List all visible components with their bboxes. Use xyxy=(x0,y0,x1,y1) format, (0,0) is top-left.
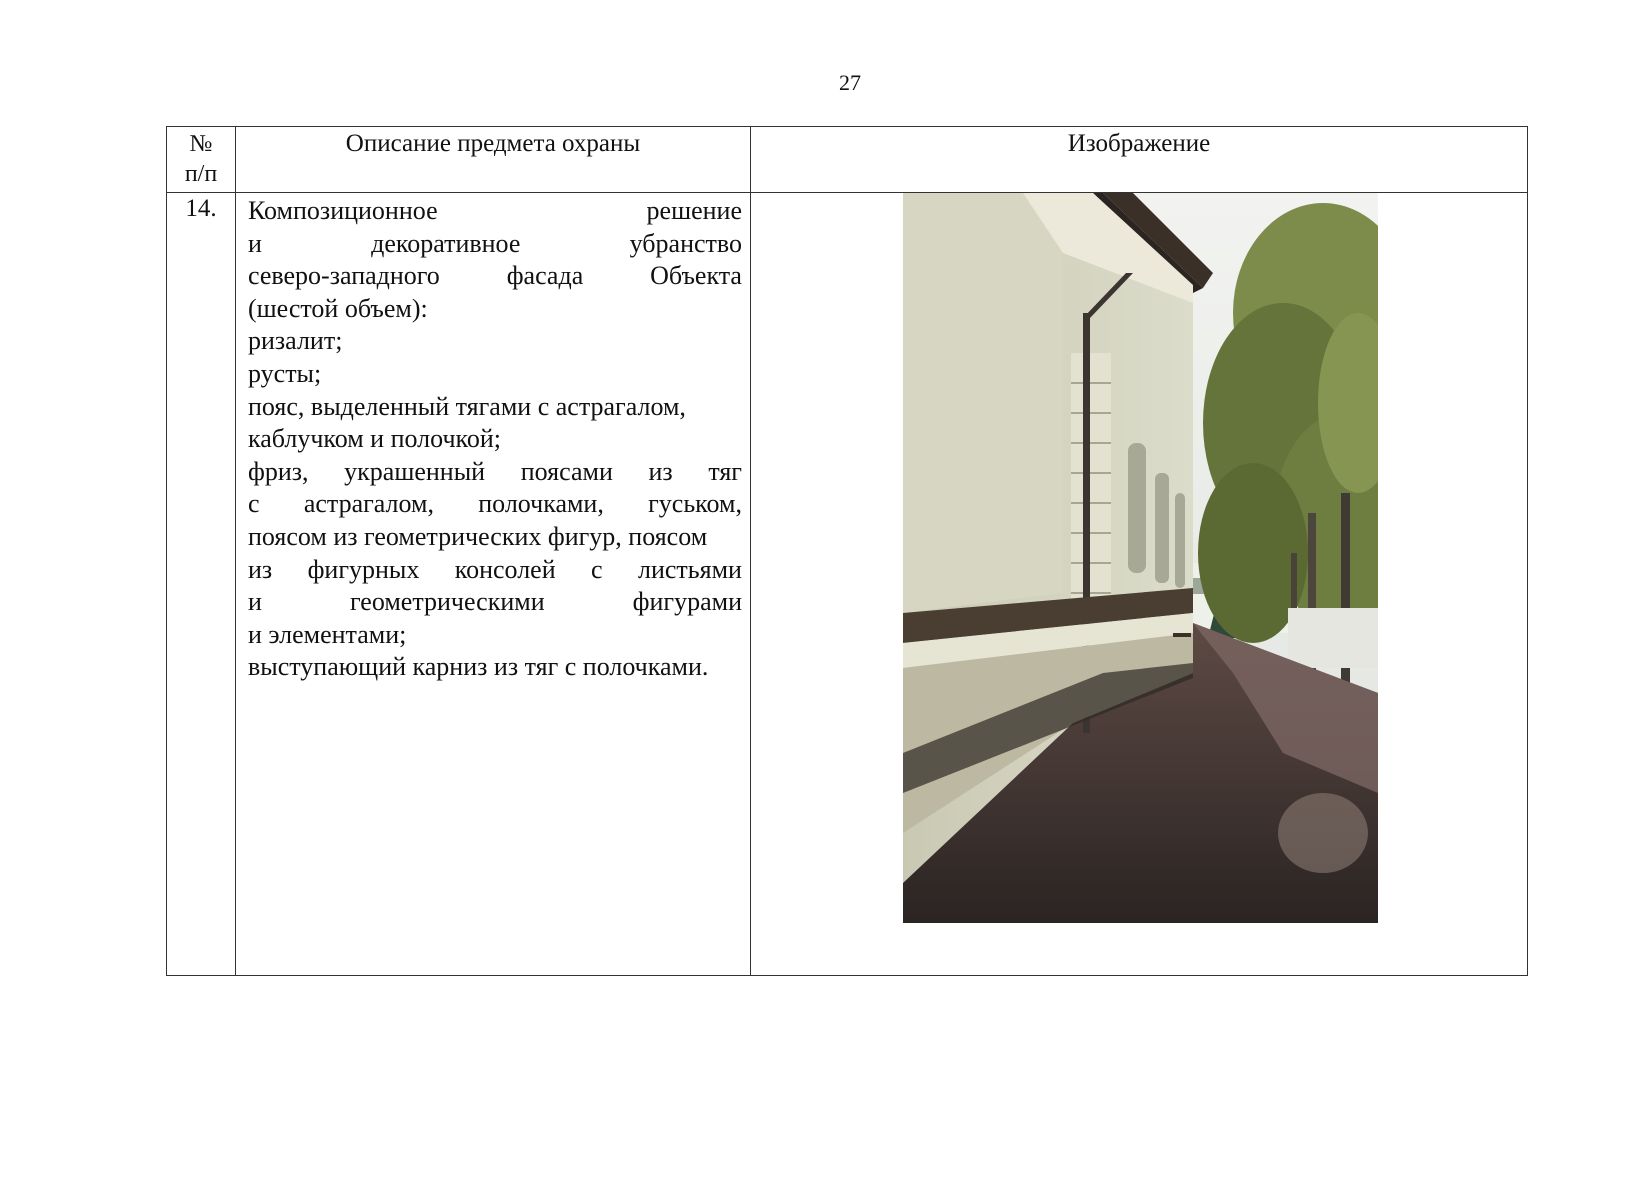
description-line xyxy=(248,195,742,228)
description-word: (шестой объем): xyxy=(248,293,428,323)
description-word: с xyxy=(248,489,260,519)
description-line xyxy=(248,260,742,293)
description-word: фигурами xyxy=(632,587,742,617)
description-line xyxy=(248,228,742,261)
description-line xyxy=(248,423,742,456)
description-line xyxy=(248,456,742,489)
row-description-cell xyxy=(236,193,751,976)
description-line xyxy=(248,358,742,391)
description-line xyxy=(248,586,742,619)
description-line xyxy=(248,554,742,587)
description-word: фасада xyxy=(506,261,584,291)
description-word: и элементами; xyxy=(248,619,407,649)
header-image-cell xyxy=(751,127,1528,193)
description-word: декоративное xyxy=(371,228,521,258)
page-number: 27 xyxy=(839,70,861,95)
description-word: фигурных xyxy=(307,554,420,584)
description-word: Объекта xyxy=(650,261,742,291)
description-word: северо-западного xyxy=(248,261,440,291)
description-word: поясами xyxy=(520,456,613,486)
description-word: Композиционное xyxy=(248,196,438,225)
description-word: листьями xyxy=(637,554,742,584)
description-word: и xyxy=(248,228,262,258)
header-number-symbol: № xyxy=(189,131,213,157)
header-description-label: Описание предмета охраны xyxy=(345,130,641,157)
description-word: ризалит; xyxy=(248,326,343,356)
description-word: пояс, выделенный тягами с астрагалом, xyxy=(248,391,686,421)
row-number-cell xyxy=(167,193,236,976)
description-word: гуськом, xyxy=(648,489,742,519)
description-line xyxy=(248,651,742,684)
description-word: русты; xyxy=(248,358,322,388)
description-word: и xyxy=(248,587,262,617)
description-word: с xyxy=(591,554,603,584)
description-line xyxy=(248,619,742,652)
description-word: фриз, xyxy=(248,456,309,486)
description-word: выступающий карниз из тяг с полочками. xyxy=(248,652,709,682)
facade-photo-drawing xyxy=(903,193,1378,923)
description-word: убранство xyxy=(629,228,742,258)
table-header-row xyxy=(167,127,1528,193)
description-word: каблучком и полочкой; xyxy=(248,424,501,454)
description-line xyxy=(248,391,742,424)
description-word: геометрическими xyxy=(349,587,545,617)
description-line xyxy=(248,325,742,358)
table-row xyxy=(167,193,1528,976)
description-word: из xyxy=(248,554,273,584)
description-word: решение xyxy=(646,196,742,225)
facade-photo xyxy=(903,193,1378,923)
description-word: из xyxy=(648,456,673,486)
description-word: консолей xyxy=(454,554,556,584)
description-text xyxy=(248,195,742,684)
description-line xyxy=(248,521,742,554)
header-image-label: Изображение xyxy=(1067,130,1211,157)
description-word: полочками, xyxy=(478,489,604,519)
description-line xyxy=(248,488,742,521)
description-word: поясом из геометрических фигур, поясом xyxy=(248,521,708,551)
description-word: тяг xyxy=(708,456,742,486)
row-number: 14. xyxy=(185,195,217,222)
header-description-cell xyxy=(236,127,751,193)
header-number-cell xyxy=(167,127,236,193)
description-line xyxy=(248,293,742,326)
header-number-abbr: п/п xyxy=(184,161,218,187)
description-word: украшенный xyxy=(344,456,486,486)
row-image-cell xyxy=(751,193,1528,976)
description-word: астрагалом, xyxy=(303,489,434,519)
protection-subject-table xyxy=(166,126,1528,976)
